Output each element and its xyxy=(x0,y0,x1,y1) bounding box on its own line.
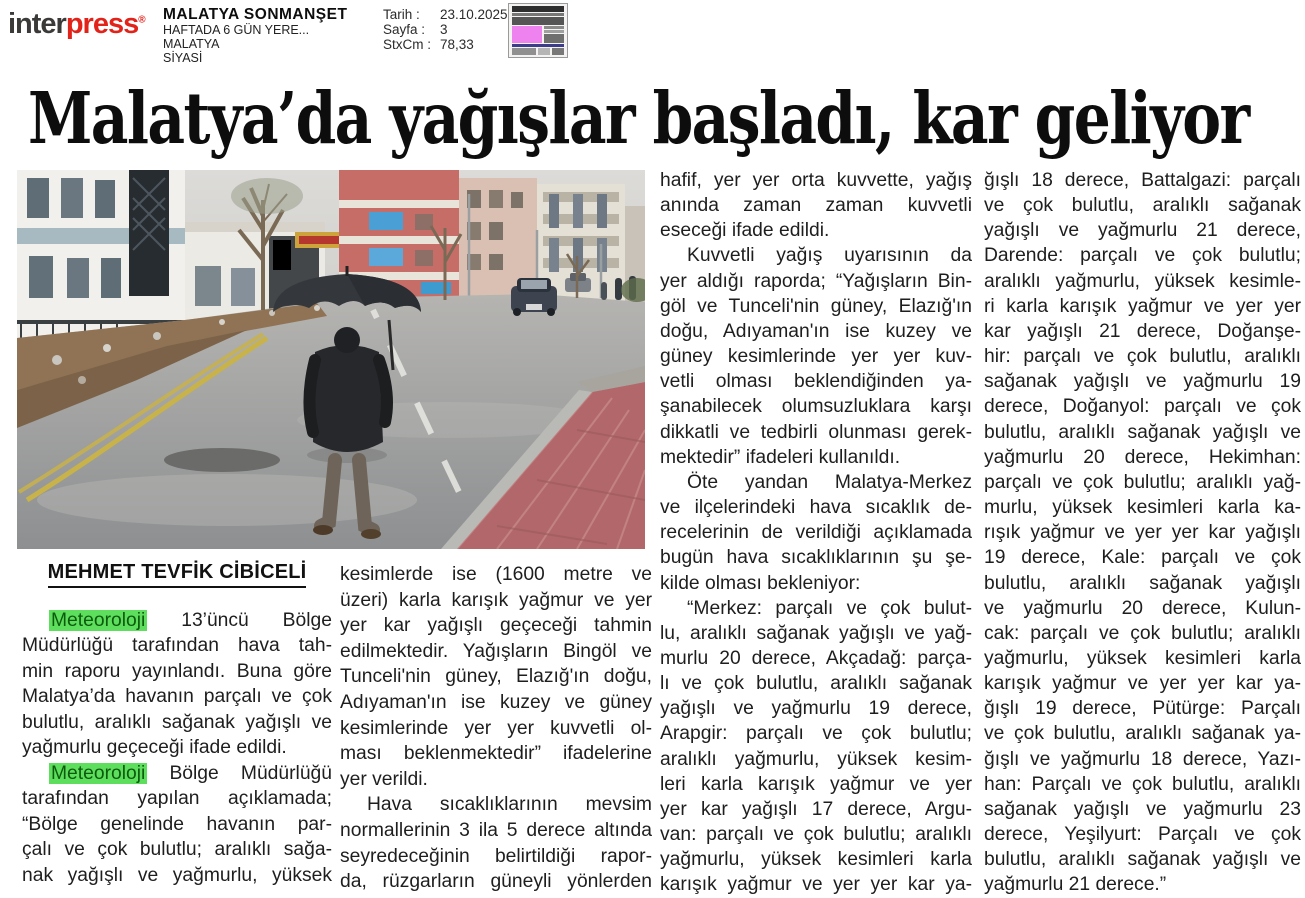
logo-text-inter: inter xyxy=(8,8,66,40)
article-line: sağanak yağışlı ve yağmurlu 23 xyxy=(984,798,1301,820)
article-line: lı ve çok bulutlu, aralıklı sağanak xyxy=(660,673,972,695)
article-line: van: parçalı ve çok bulutlu; aralıklı xyxy=(660,824,972,846)
article-line: cak: parçalı ve çok bulutlu; aralıklı xyxy=(984,622,1301,644)
article-line: tarafından yapılan açıklamada; xyxy=(22,788,332,810)
article-line: recelerinin de verildiği açıklamada xyxy=(660,522,972,544)
article-line: han: Parçalı ve çok bulutlu, aralıklı xyxy=(984,773,1301,795)
article-line: kesimlerde ise (1600 metre ve xyxy=(340,564,652,585)
article-line: derece, Yeşilyurt: Parçalı ve çok xyxy=(984,824,1301,846)
article-line: Adıyaman'ın ise kuzey ve güney xyxy=(340,691,652,713)
article-line xyxy=(22,608,332,633)
article-line: yer aldığı raporda; “Yağışların Bin- xyxy=(660,270,972,292)
article-line: 19 derece, Kale: parçalı ve çok xyxy=(984,547,1301,569)
left-building xyxy=(17,170,185,338)
article-line: bulutlu, aralıklı sağanak yağışlı ve xyxy=(22,711,332,733)
article-line: kar yağışlı 21 derece, Doğanşe- xyxy=(984,320,1301,342)
article-column-3 xyxy=(660,168,972,898)
article-line: hir: parçalı ve çok bulutlu, aralıklı xyxy=(984,346,1301,368)
article-line: anında zaman zaman kuvvetli xyxy=(660,195,972,217)
article-line: sağanak yağışlı ve yağmurlu 19 xyxy=(984,371,1301,393)
article-line: Hava sıcaklıklarının mevsim xyxy=(367,794,652,816)
highlighted-keyword: Meteoroloji xyxy=(51,762,146,784)
article-line: yağmurlu, yüksek kesimleri karla xyxy=(660,849,972,871)
source-info xyxy=(163,6,347,65)
article-line: üzeri) karla karışık yağmur ve yer xyxy=(340,589,652,611)
source-title: MALATYA SONMANŞET xyxy=(163,6,348,23)
article-line: leri karla karışık yağmur ve yer xyxy=(660,773,972,795)
meta-label: StxCm : xyxy=(383,37,432,52)
article-line: doğu, Adıyaman'ın ise kuzey ve xyxy=(660,320,972,342)
source-frequency: HAFTADA 6 GÜN YERE... xyxy=(163,23,310,37)
article-line: kilde olması bekleniyor: xyxy=(660,572,861,594)
headline-text: Malatya’da yağışlar başladı, kar geliyor xyxy=(28,76,1249,160)
article-line: çalı ve çok bulutlu; aralıklı sağa- xyxy=(22,839,332,861)
article-line: yağmurlu 20 derece, Hekimhan: xyxy=(984,446,1301,468)
article-line: mektedir” ifadeleri kullanıldı. xyxy=(660,446,901,468)
article-line: da, rüzgarların güneyli yönlerden xyxy=(340,871,652,893)
article-line: Öte yandan Malatya-Merkez xyxy=(687,471,972,493)
article-line: normallerinin 3 ila 5 derece altında xyxy=(340,819,652,841)
article-line: dikkatli ve tedbirli olunması gerek- xyxy=(660,421,972,443)
article-line: murlu 20 derece, Akçadağ: parça- xyxy=(660,647,972,669)
article-line: derece, Doğanyol: parçalı ve çok xyxy=(984,396,1301,418)
interpress-logo xyxy=(8,10,145,39)
article-line: yer kar yağışlı geçeceği tahmin xyxy=(340,615,652,637)
puddle xyxy=(164,448,280,472)
line-text: Bölge Müdürlüğü xyxy=(147,762,332,784)
article-line: lu, aralıklı sağanak yağışlı ve yağ- xyxy=(660,622,972,644)
article-line: şanabilecek olumsuzluklara karşı xyxy=(660,396,972,418)
article-line: Tunceli'nin güney, Elazığ'ın doğu, xyxy=(340,666,652,688)
article-line: rışık yağmur ve yer yer kar yağışlı xyxy=(984,522,1301,544)
article-line: “Merkez: parçalı ve çok bulut- xyxy=(687,597,972,619)
article-line: nak yağışlı ve yağmurlu, yüksek xyxy=(22,864,332,886)
article-line: ğışlı 19 derece, Pütürge: Parçalı xyxy=(984,698,1301,720)
article-line: bulutlu, aralıklı sağanak yağışlı ve xyxy=(984,421,1301,443)
article-line: parçalı ve çok bulutlu; aralıklı yağ- xyxy=(984,471,1301,493)
article-line: vetli olması beklendiğinden ya- xyxy=(660,371,972,393)
article-line: karışık yağmur ve yer yer kar ya- xyxy=(984,673,1301,695)
article-line: murlu, yüksek kesimleri karla ka- xyxy=(984,497,1301,519)
article-line: min raporu yayınlandı. Buna göre xyxy=(22,660,332,682)
article-line: ve ilçelerindeki hava sıcaklık de- xyxy=(660,497,972,519)
article-line: Müdürlüğü tarafından hava tah- xyxy=(22,635,332,657)
article-line: yer kar yağışlı 17 derece, Argu- xyxy=(660,798,972,820)
registered-mark-icon: ® xyxy=(138,14,145,26)
article-line: kesimlerinde yer yer kuvvetli ol- xyxy=(340,717,652,739)
article-line: ğışlı ve yağmurlu 18 derece, Yazı- xyxy=(984,748,1301,770)
article-photo xyxy=(17,170,645,549)
meta-row xyxy=(383,7,508,22)
article-line: eseceği ifade edildi. xyxy=(660,220,830,242)
meta-label: Tarih : xyxy=(383,7,420,22)
newspaper-thumbnail xyxy=(508,3,568,58)
meta-value: 3 xyxy=(440,22,448,37)
page-title xyxy=(28,76,1298,164)
article-line: yağmurlu 21 derece.” xyxy=(984,874,1167,896)
article-line: yer verildi. xyxy=(340,768,428,790)
source-city: MALATYA xyxy=(163,37,220,51)
article-line: ve çok bulutlu, aralıklı sağanak ya- xyxy=(984,723,1301,745)
logo-text-press: press xyxy=(65,8,139,40)
article-line: hafif, yer yer orta kuvvette, yağış xyxy=(660,170,972,191)
line-text: 13’üncü Bölge xyxy=(147,610,332,631)
clip-meta xyxy=(383,7,508,52)
meta-label: Sayfa : xyxy=(383,22,426,37)
article-line: bugün hava sıcaklıklarının şu şe- xyxy=(660,547,972,569)
article-line xyxy=(22,761,332,786)
car xyxy=(511,278,557,316)
article-line: göl ve Tunceli'nin güney, Elazığ'ın xyxy=(660,295,972,317)
source-category: SİYASİ xyxy=(163,51,203,65)
byline xyxy=(22,561,332,588)
article-line: ve çok bulutlu, aralıklı sağanak xyxy=(984,195,1301,217)
article-line: güney kesimlerinde yer yer kuv- xyxy=(660,346,972,368)
article-line: karışık yağmur ve yer yer kar ya- xyxy=(660,874,972,896)
highlighted-keyword: Meteoroloji xyxy=(51,610,146,631)
article-line: yağışlı ve yağmurlu 19 derece, xyxy=(660,698,972,720)
article-line: bulutlu, aralıklı sağanak yağışlı ve xyxy=(984,849,1301,871)
meta-row xyxy=(383,37,508,52)
article-line: ğışlı 18 derece, Battalgazi: parçalı xyxy=(984,170,1301,191)
article-line: Arapgir: parçalı ve çok bulutlu; xyxy=(660,723,972,745)
article-line: yağmurlu, yüksek kesimleri karla xyxy=(984,647,1301,669)
meta-value: 23.10.2025 xyxy=(440,7,508,22)
article-line: Malatya’da havanın parçalı ve çok xyxy=(22,686,332,708)
meta-value: 78,33 xyxy=(440,37,474,52)
article-line: Darende: parçalı ve çok bulutlu; xyxy=(984,245,1301,267)
article-column-1 xyxy=(22,608,332,888)
article-line: “Bölge genelinde havanın par- xyxy=(22,813,332,835)
article-column-4 xyxy=(984,168,1301,898)
article-line: ması beklenmektedir” ifadelerine xyxy=(340,743,652,765)
article-line: yağmurlu geçeceği ifade edildi. xyxy=(22,737,287,759)
article-column-2 xyxy=(340,562,652,895)
article-line: edilmektedir. Yağışların Bingöl ve xyxy=(340,640,652,662)
article-line: bulutlu, aralıklı sağanak yağışlı xyxy=(984,572,1301,594)
tree-canopy xyxy=(231,178,303,214)
article-line: yağışlı ve yağmurlu 21 derece, xyxy=(984,220,1301,242)
article-line: ve yağmurlu 20 derece, Kulun- xyxy=(984,597,1301,619)
article-line: aralıklı yağmurlu, yüksek kesim- xyxy=(660,748,972,770)
article-line: aralıklı yağmurlu, yüksek kesimle- xyxy=(984,270,1301,292)
byline-text: MEHMET TEVFİK CİBİCELİ xyxy=(48,561,307,588)
meta-row xyxy=(383,22,508,37)
article-line: Kuvvetli yağış uyarısının da xyxy=(687,245,972,267)
article-line: seyredeceğinin belirtildiği rapor- xyxy=(340,845,652,867)
article-line: ri karla karışık yağmur ve yer yer xyxy=(984,295,1301,317)
